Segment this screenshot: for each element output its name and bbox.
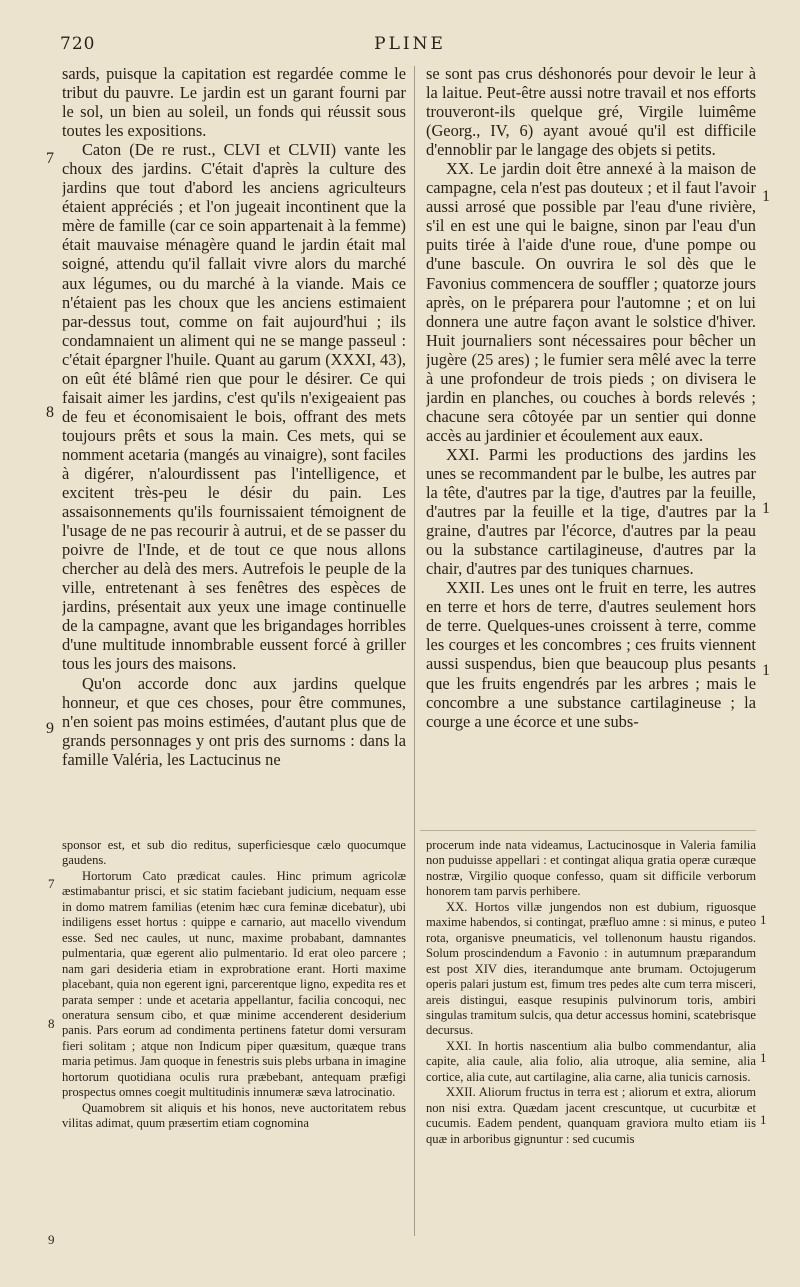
paragraph: sards, puisque la capitation est regardée comme le tribut du pauvre. Le jardin est un garant fourni par le sol, un bien au soleil, un fonds qui réussit sous toutes les expositions.: [62, 64, 406, 141]
page-header: [60, 34, 760, 60]
margin-number: 8: [46, 404, 54, 421]
paragraph: XX. Le jardin doit être annexé à la maison de campagne, cela n'est pas douteux ; et il faut l'avoir aussi arrosé que possible par l'eau d'une rivière, s'il en est une qui le baigne, sinon par l'eau d'un puits tirée à l'aide d'une roue, d'une pompe ou d'une bascule. On ouvrira le sol dès que le Favonius commencera de souffler ; quatorze jours après, on le préparera pour l'automne ; et on lui donnera une autre façon avant le solstice d'hiver. Huit journaliers sont nécessaires pour bêcher un jugère (25 ares) ; le fumier sera mêlé avec la terre à une profondeur de trois pieds ; on divisera le jardin en planches, ou couches à bords relevés ; chacune sera côtoyée par un sentier qui donne accès au jardinier et écoulement aux eaux.: [426, 159, 756, 445]
margin-number: 9: [46, 720, 54, 737]
french-text-left-column: [62, 64, 406, 824]
margin-number: 8: [48, 1016, 55, 1031]
paragraph: procerum inde nata videamus, Lactucinosque in Valeria familia non puduisse appellari : et contingat aliqua gratia operæ curæque nostræ, Virgilio quoque confesso, quam sit difficile verborum honorem tam parvis perhibere.: [426, 838, 756, 899]
french-text-right-column: [426, 64, 756, 824]
column-divider: [414, 66, 415, 1236]
paragraph: Caton (De re rust., CLVI et CLVII) vante les choux des jardins. C'était d'après la culture des jardins que tout d'abord les anciens agriculteurs étaient appréciés ; et l'on jugeait incontinent que la mère de famille (car ce soin appartenait à la femme) était mauvaise ménagère quand le jardin était mal soigné, attendu qu'il fallait vivre alors du marché aux légumes, ou du marché à la viande. Mais ce n'étaient pas les choux que les anciens estimaient par-dessus tout, comme on fait aujourd'hui ; ils condamnaient un aliment qui ne se mange passeul : c'était épargner l'huile. Quant au garum (XXXI, 43), on eût été blâmé rien que pour le désirer. Ce qui faisait aimer les jardins, c'est qu'ils n'exigeaient pas de feu et économisaient le bois, offrant des mets toujours prêts et sous la main. Ces mets, qui se nomment acetaria (mangés au vinaigre), sont faciles à digérer, n'alourdissent pas l'intelligence, et excitent très-peu le désir du pain. Les assaisonnements qu'ils fournissaient témoignent de l'usage de ne pas recourir à autrui, et de se passer du poivre de l'Inde, et de tout ce que nous allons chercher au delà des mers. Autrefois le peuple de la ville, entretenant à ses fenêtres des espèces de jardins, présentait aux yeux une image continuelle de la campagne, avant que les brigandages horribles d'une multitude innombrable eussent forcé à griller tous les jours des maisons.: [62, 140, 406, 674]
paragraph: Qu'on accorde donc aux jardins quelque honneur, et que ces choses, pour être communes, n'en soient pas moins estimées, d'autant plus que de grands personnages y ont pris des surnoms : dans la famille Valéria, les Lactucinus ne: [62, 673, 406, 769]
paragraph: sponsor est, et sub dio reditus, superficiesque cælo quocumque gaudens.: [62, 838, 406, 868]
running-title: PLINE: [374, 34, 446, 54]
margin-number: 9: [48, 1232, 55, 1247]
margin-number: 1: [762, 188, 770, 205]
paragraph: Hortorum Cato prædicat caules. Hinc primum agricolæ æstimabantur prisci, et sic statim faciebant judicium, nequam esse in domo matrem familias (etenim hæc cura feminæ dicebatur), ubi indiligens esset hortus : quippe e carnario, aut macello vivendum esse. Sed nec caules, ut nunc, maxime probabant, damnantes pulmentaria, quæ egerent alio pulmentario. Id erat oleo parcere ; nam gari desideria etiam in exprobratione erant. Horti maxime placebant, quia non egerent igni, parcerentque ligno, expedita res et parata semper : unde et acetaria appellantur, facilia concoqui, nec oneratura sensum cibo, et quæ minime accenderent desiderium panis. Pars eorum ad condimenta pertinens fatetur domi versuram fieri solitam ; atque non Indicum piper quæsitum, quæque trans maria petimus. Jam quoque in fenestris suis plebs urbana in imagine hortorum quotidiana oculis rura præbebant, antequam præfigi prospectus omnes coegit multitudinis innumeræ sæva latrocinatio.: [62, 868, 406, 1100]
margin-number: 1: [760, 912, 767, 927]
paragraph: XXII. Aliorum fructus in terra est ; aliorum et extra, aliorum non nisi extra. Quædam jacent crescuntque, ut cucurbitæ et cucumis. Eadem pendent, quanquam graviora multo etiam iis quæ in arboribus gignuntur : sed cucumis: [426, 1085, 756, 1146]
margin-number: 7: [48, 876, 55, 891]
margin-number: 7: [46, 150, 54, 167]
paragraph: XXII. Les unes ont le fruit en terre, les autres en terre et hors de terre, d'autres seulement hors de terre. Quelques-unes croissent à terre, comme les courges et les concombres ; ces fruits viennent aussi suspendus, bien que beaucoup plus pesants que les fruits engendrés par les arbres ; mais le concombre a une substance cartilagineuse ; la courge a une écorce et une subs-: [426, 578, 756, 731]
page-number: 720: [60, 34, 96, 54]
paragraph: XXI. Parmi les productions des jardins les unes se recommandent par le bulbe, les autres par la tête, d'autres par la tige, d'autres par la feuille, d'autres par la feuille et la tige, d'autres par la graine, d'autres par l'écorce, d'autres par la peau ou la substance cartilagineuse, d'autres par la chair, d'autres par des tuniques charnues.: [426, 444, 756, 579]
section-divider: [420, 830, 756, 831]
latin-text-left-column: [62, 838, 406, 1268]
paragraph: XXI. In hortis nascentium alia bulbo commendantur, alia capite, alia caule, alia folio, alia utroque, alia semine, alia cortice, alia cute, aut cartilagine, alia carne, alia tunicis carnosis.: [426, 1038, 756, 1084]
margin-number: 1: [762, 500, 770, 517]
paragraph: Quamobrem sit aliquis et his honos, neve auctoritatem rebus vilitas adimat, quum præsertim etiam cognomina: [62, 1100, 406, 1131]
margin-number: 1: [760, 1112, 767, 1127]
latin-text-right-column: [426, 838, 756, 1168]
margin-number: 1: [760, 1050, 767, 1065]
paragraph: XX. Hortos villæ jungendos non est dubium, riguosque maxime habendos, si contingat, præfluo amne : si minus, e puteo rota, organisve pneumaticis, vel tollenonum haustu rigandos. Solum proscindendum a Favonio : in autumnum præparandum est post XIV dies, iterandumque ante brumam. Octojugerum operis palari justum est, fimum tres pedes alte cum terra misceri, areis distingui, easque resupinis pulvinorum toris, ambiri singulas tramitum sulcis, qua detur accessus homini, scatebrisque decursus.: [426, 899, 756, 1038]
margin-number: 1: [762, 662, 770, 679]
paragraph: se sont pas crus déshonorés pour devoir le leur à la laitue. Peut-être aussi notre travail et nos efforts trouveront-ils quelque gré, Virgile luimême (Georg., IV, 6) ayant avoué qu'il est difficile d'ennoblir par le langage des objets si petits.: [426, 64, 756, 160]
